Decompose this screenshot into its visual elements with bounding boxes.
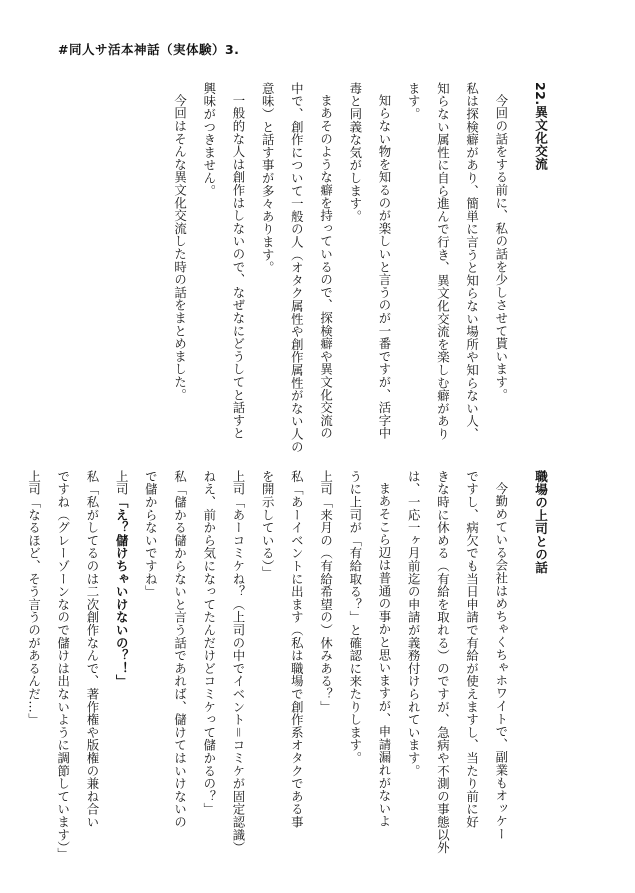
paragraph-line: 今勤めている会社はめちゃくちゃホワイトで、副業もオッケー: [493, 482, 509, 841]
dialogue-continuation: ですね（グレーゾーンなので儲けは出ないように調節しています）」: [55, 470, 71, 861]
paragraph-line: ですし、病欠でも当日申請で有給が使えますし、当たり前に好: [464, 470, 480, 829]
paragraph-line: 毒と同義な気がします。: [347, 82, 363, 223]
dialogue-continuation: で儲からないですね」: [143, 470, 159, 598]
dialogue-continuation: を開示している）」: [260, 470, 276, 579]
speaker: 私: [172, 470, 188, 483]
speech: 「なるほど、そう言うのがあるんだ…」: [26, 495, 42, 726]
speaker: 上司: [230, 470, 246, 496]
paragraph-line: 意味）と話す事が多々あります。: [260, 82, 276, 274]
speaker: 上司: [114, 470, 130, 496]
paragraph-line: まあそこら辺は普通の事かと思いますが、申請漏れがないよ: [376, 482, 392, 828]
dialogue-line: [282, 470, 311, 855]
paragraph-line: ます。: [406, 82, 422, 121]
paragraph-line: は、一応一ヶ月前迄の申請が義務付けられています。: [406, 470, 422, 778]
speaker: 私: [289, 470, 305, 483]
paragraph-line: 知らない属性に自ら進んで行き、異文化交流を楽しむ癖があり: [435, 82, 451, 441]
paragraph-line: 知らない物を知るのが楽しいと言うのが一番ですが、活字中: [376, 94, 392, 440]
speech: 「あーイベントに出ます（私は職場で創作系オタクである事: [289, 482, 305, 829]
paragraph-line: 中で、創作について一般の人（オタク属性や創作属性がない人の: [289, 82, 305, 454]
speech: 「来月の（有給希望の）休みある？」: [318, 495, 334, 714]
paragraph-line: まあそのような癖を持っているので、探検癖や異文化交流の: [318, 94, 334, 440]
speech-emphasis: 「え？儲けちゃいけないの？！」: [114, 495, 130, 688]
section-heading: 22.異文化交流: [533, 82, 548, 171]
section-ibunka-koryu: [165, 82, 555, 454]
paragraph-line: 私は探検癖があり、簡単に言うと知らない場所や知らない人、: [464, 82, 480, 441]
dialogue-line: [165, 470, 194, 855]
dialogue-line: [78, 470, 107, 855]
section-heading: 職場の上司との話: [533, 470, 548, 574]
paragraph-line: うに上司が「有給取る？」と確認に来たりします。: [347, 470, 363, 765]
speech: 「儲かる儲からないと言う話であれば、儲けてはいけないの: [172, 482, 188, 829]
speaker: 上司: [26, 470, 42, 496]
paragraph-line: きな時に休める（有給を取れる）のですが、急病や不測の事態以外: [435, 470, 451, 854]
paragraph-line: 興味がつきません。: [201, 82, 217, 198]
section-shokuba-joshi: [19, 470, 555, 861]
dialogue-line: [224, 470, 253, 855]
dialogue-line: [311, 470, 340, 855]
dialogue-continuation: ねえ、前から気になってたんだけどコミケって儲かるの？」: [201, 470, 217, 816]
paragraph-line: 一般的な人は創作はしないので、なぜなにどうしてと話すと: [230, 94, 246, 440]
speech: 「私がしてるのは二次創作なんで、著作権や版権の兼ね合い: [84, 482, 100, 829]
page-header: #同人サ活本神話（実体験）3.: [58, 42, 240, 57]
dialogue-line: [107, 470, 136, 855]
paragraph-line: 今回の話をする前に、私の話を少しさせて貰います。: [493, 94, 509, 402]
speaker: 上司: [318, 470, 334, 496]
speaker: 私: [84, 470, 100, 483]
paragraph-line: 今回はそんな異文化交流した時の話をまとめました。: [172, 94, 188, 402]
dialogue-line: [19, 470, 48, 855]
speech: 「あーコミケね？（上司の中でイベント＝コミケが固定認識）: [230, 495, 246, 854]
